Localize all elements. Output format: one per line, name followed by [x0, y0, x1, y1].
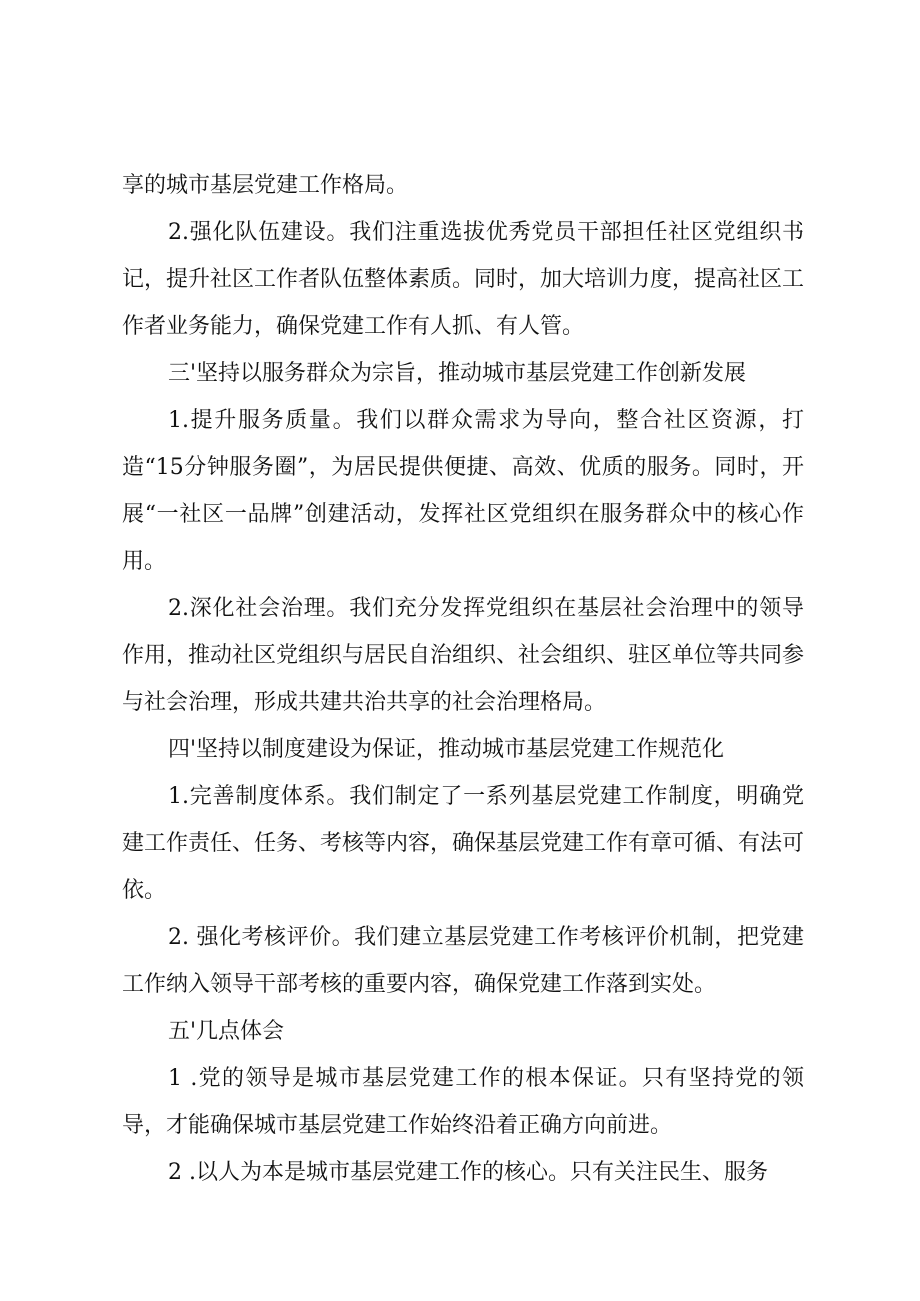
- paragraph-assessment: 2. 强化考核评价。我们建立基层党建工作考核评价机制，把党建工作纳入领导干部考核的重要内容，确保党建工作落到实处。: [122, 925, 804, 997]
- section-heading-4: 四'坚持以制度建设为保证，推动城市基层党建工作规范化: [168, 737, 725, 762]
- paragraph-social-governance: 2.深化社会治理。我们充分发挥党组织在基层社会治理中的领导作用，推动社区党组织与居民自治组织、社会组织、驻区单位等共同参与社会治理，形成共建共治共享的社会治理格局。: [122, 596, 805, 715]
- paragraph-insight-1: 1 .党的领导是城市基层党建工作的根本保证。只有坚持党的领导，才能确保城市基层党建工作始终沿着正确方向前进。: [122, 1066, 804, 1138]
- paragraph-service-quality: 1.提升服务质量。我们以群众需求为导向，整合社区资源，打造“15分钟服务圈”，为居民提供便捷、高效、优质的服务。同时，开展“一社区一品牌”创建活动，发挥社区党组织在服务群众中的核心作用。: [122, 408, 804, 574]
- paragraph-system-improvement: 1.完善制度体系。我们制定了一系列基层党建工作制度，明确党建工作责任、任务、考核等内容，确保基层党建工作有章可循、有法可依。: [122, 784, 805, 903]
- paragraph-insight-2: 2 .以人为本是城市基层党建工作的核心。只有关注民生、服务: [168, 1160, 768, 1185]
- paragraph-team-building: 2.强化队伍建设。我们注重选拔优秀党员干部担任社区党组织书记，提升社区工作者队伍整体素质。同时，加大培训力度，提高社区工作者业务能力，确保党建工作有人抓、有人管。: [122, 220, 805, 339]
- paragraph-continuation: 享的城市基层党建工作格局。: [122, 173, 409, 198]
- section-heading-5: 五'几点体会: [168, 1019, 285, 1044]
- document-body: [122, 162, 804, 1196]
- section-heading-3: 三'坚持以服务群众为宗旨，推动城市基层党建工作创新发展: [168, 361, 747, 386]
